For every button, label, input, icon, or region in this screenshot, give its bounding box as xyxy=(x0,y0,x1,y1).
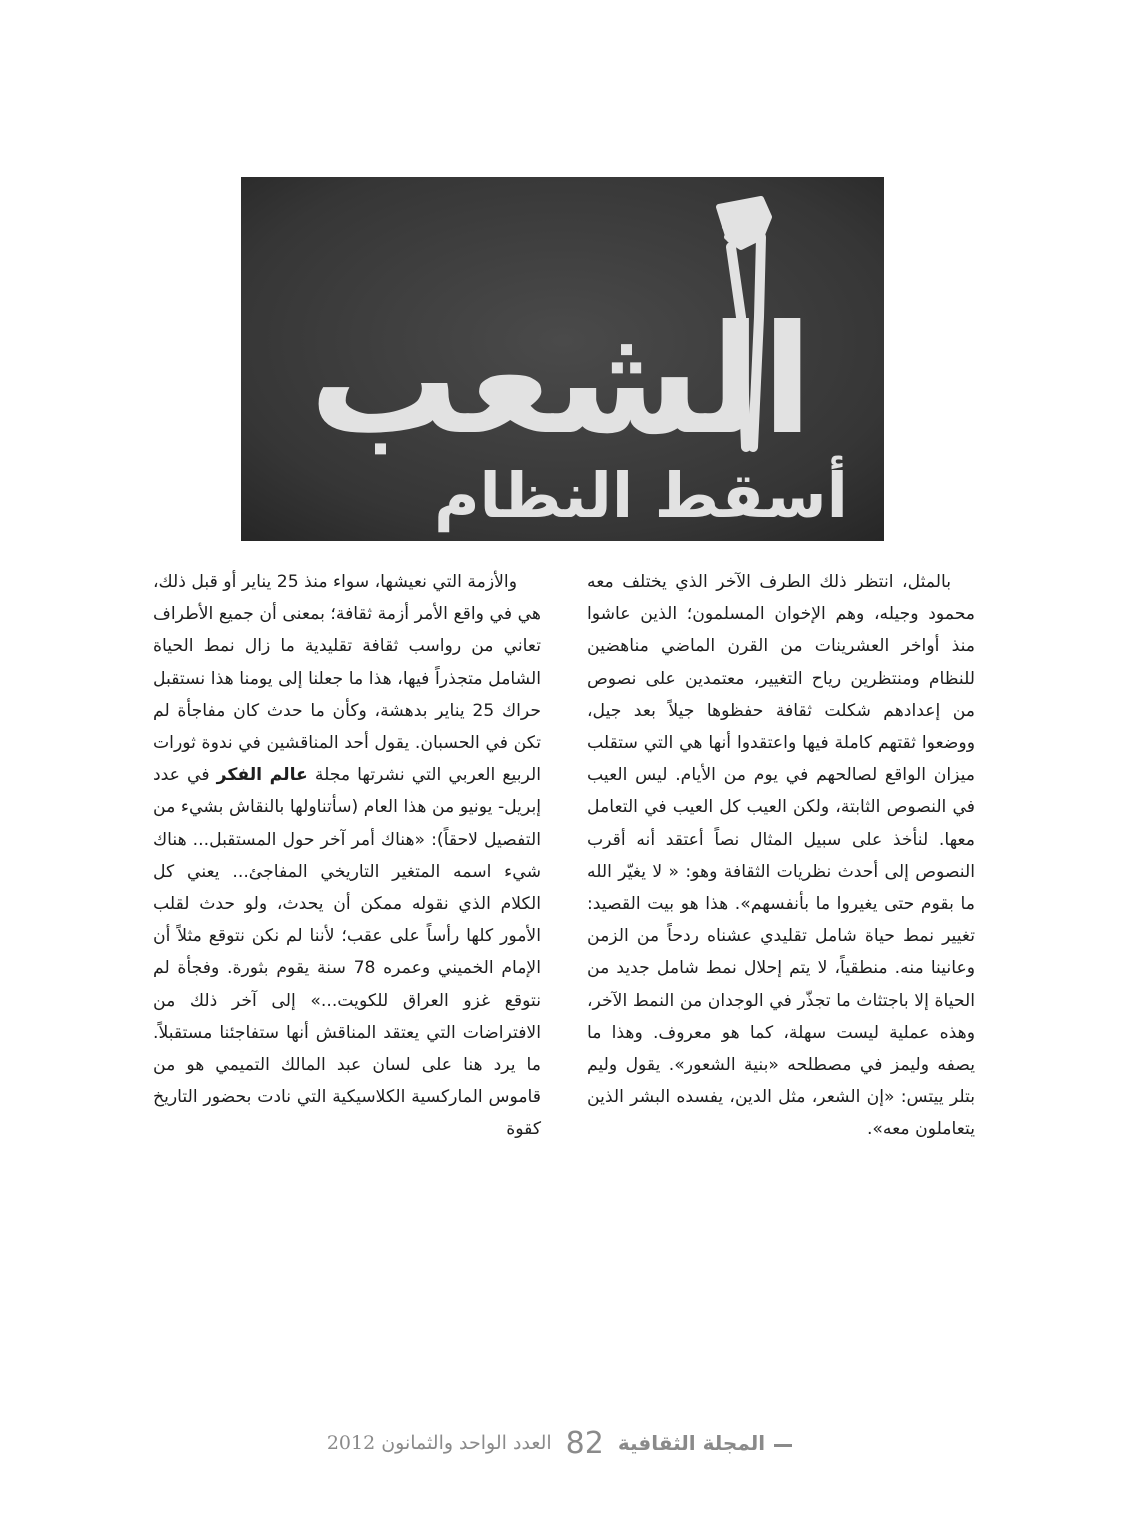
paragraph: بالمثل، انتظر ذلك الطرف الآخر الذي يختلف معه محمود وجيله، وهم الإخوان المسلمون؛ الذين عاشوا منذ أواخر العشرينات من القرن الماضي مناهضين للنظام ومنتظرين رياح التغيير، معتمدين على نصوص من إعدادهم شكلت ثقافة حفظوها جيلاً بعد جيل، ووضعوا ثقتهم كاملة فيها واعتقدوا أنها هي التي ستقلب ميزان الواقع لصالحهم في يوم من الأيام. ليس العيب في النصوص الثابتة، ولكن العيب كل العيب في التعامل معها. لنأخذ على سبيل المثال نصاً أعتقد أنه أقرب النصوص إلى أحدث نظريات الثقافة وهو: « لا يغيّر الله ما بقوم حتى يغيروا ما بأنفسهم». هذا هو بيت القصيد: تغيير نمط حياة شامل تقليدي عشناه ردحاً من الزمن وعانينا منه. منطقياً، لا يتم إحلال نمط شامل جديد من الحياة إلا باجتثاث ما تجذّر في الوجدان من النمط الآخر، وهذه عملية ليست سهلة، كما هو معروف. وهذا ما يصفه وليمز في مصطلحه «بنية الشعور». يقول وليم بتلر ييتس: «إن الشعر، مثل الدين، يفسده البشر الذين يتعاملون معه». xyxy=(587,572,975,1140)
graffiti-text-people: الشعب xyxy=(309,294,813,468)
graffiti-photo xyxy=(241,177,884,541)
text-column-left xyxy=(153,566,541,1146)
page-number: 82 xyxy=(565,1425,604,1461)
paragraph-text: في عدد إبريل- يونيو من هذا العام (سأتناولها بالنقاش بشيء من التفصيل لاحقاً): «هناك أمر آخر حول المستقبل... هناك شيء اسمه المتغير التاريخي المفاجئ... يعني كل الكلام الذي نقوله ممكن أن يحدث، ولو حدث لقلب الأمور كلها رأساً على عقب؛ لأننا لم نكن نتوقع مثلاً أن الإمام الخميني وعمره 78 سنة يقوم بثورة. وفجأة لم نتوقع غزو العراق للكويت...» إلى آخر ذلك من الافتراضات التي يعتقد المناقش أنها ستفاجئنا مستقبلاً. ما يرد هنا على لسان عبد المالك التميمي هو من قاموس الماركسية الكلاسيكية التي نادت بحضور التاريخ كقوة xyxy=(153,765,542,1140)
graffiti-wall xyxy=(241,177,884,541)
graffiti-text-toppled-regime: أسقط النظام xyxy=(434,459,848,532)
footer-magazine-block xyxy=(618,1431,796,1455)
footer-magazine-name: المجلة الثقافية xyxy=(617,1431,766,1455)
magazine-title-bold: عالم الفكر xyxy=(216,765,308,786)
footer-issue-text: العدد الواحد والثمانون 2012 xyxy=(326,1432,552,1454)
paragraph xyxy=(153,566,541,1146)
page-footer xyxy=(0,1418,1123,1468)
footer-rule-mark xyxy=(774,1444,792,1447)
paragraph-text: والأزمة التي نعيشها، سواء منذ 25 يناير أو قبل ذلك، هي في واقع الأمر أزمة ثقافة؛ بمعنى أن جميع الأطراف تعاني من رواسب ثقافة تقليدية ما زال نمط الحياة الشامل متجذراً فيها، هذا ما جعلنا إلى يومنا هذا نستقبل حراك 25 يناير بدهشة، وكأن ما حدث كان مفاجأة لم تكن في الحسبان. يقول أحد المناقشين في ندوة ثورات الربيع العربي التي نشرتها مجلة xyxy=(153,572,542,786)
text-column-right xyxy=(587,566,975,1146)
